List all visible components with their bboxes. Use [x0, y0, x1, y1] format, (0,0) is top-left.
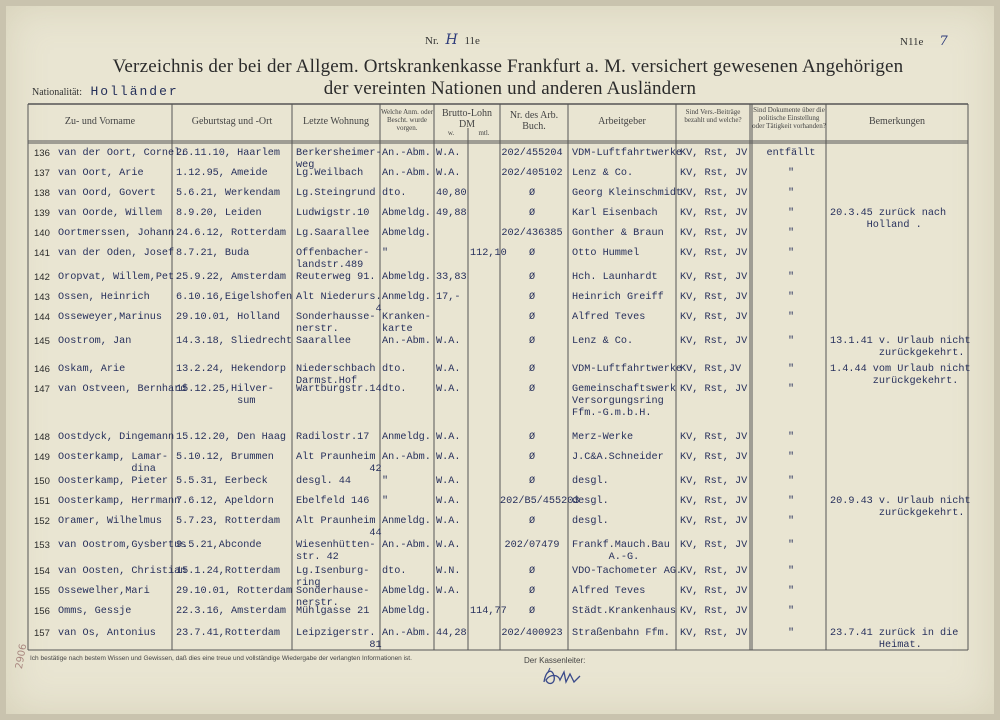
cell-anm: An.-Abm. [382, 336, 431, 347]
cell-wohn: Wiesenhütten- str. 42 [296, 540, 376, 563]
cell-geb: 14.3.18, Sliedrecht [176, 336, 293, 347]
cell-wohn: Lg.Isenburg- ring [296, 566, 370, 589]
cell-vers: KV, Rst, JV [680, 516, 748, 527]
cell-anm: dto. [382, 566, 407, 577]
cell-geb: 29.10.01, Rotterdam [176, 586, 293, 597]
cell-geb: 15.1.24,Rotterdam [176, 566, 280, 577]
cell-geb: 15.12.25,Hilver- sum [176, 384, 274, 407]
cell-arb: desgl. [572, 516, 609, 527]
cell-w: 17,- [436, 292, 461, 303]
cell-nr: 140 [34, 228, 50, 239]
cell-wohn: Lg.Steingrund [296, 188, 376, 199]
cell-nr: 148 [34, 432, 50, 443]
cell-w: W.A. [436, 168, 461, 179]
cell-vers: KV, Rst, JV [680, 336, 748, 347]
cell-buch: Ø [528, 312, 536, 323]
cell-geb: 8.9.20, Leiden [176, 208, 262, 219]
cell-geb: 26.11.10, Haarlem [176, 148, 280, 159]
cell-arb: Gonther & Braun [572, 228, 664, 239]
cell-dok: " [787, 432, 795, 443]
cell-nr: 152 [34, 516, 50, 527]
cell-wohn: Saarallee [296, 336, 352, 347]
cell-name: Oostdyck, Dingemann [58, 432, 175, 443]
column-header: Zu- und Vorname [64, 116, 136, 127]
cell-name: Oramer, Wilhelmus [58, 516, 162, 527]
cell-buch: 202/436385 [501, 228, 563, 239]
cell-arb: Heinrich Greiff [572, 292, 664, 303]
signature [540, 664, 590, 690]
cell-vers: KV, Rst, JV [680, 540, 748, 551]
cell-wohn: Sonderhause- nerstr. [296, 586, 370, 609]
cell-bem: 23.7.41 zurück in die Heimat. [830, 628, 959, 651]
cell-vers: KV, Rst, JV [680, 148, 748, 159]
cell-name: van Os, Antonius [58, 628, 156, 639]
cell-dok: " [787, 228, 795, 239]
cell-dok: " [787, 628, 795, 639]
cell-buch: Ø [528, 208, 536, 219]
cell-dok: " [787, 540, 795, 551]
cell-dok: " [787, 606, 795, 617]
cell-w: W.A. [436, 384, 461, 395]
nr-right-code: 11e [907, 36, 924, 48]
cell-name: van Ostveen, Bernhard [58, 384, 187, 395]
cell-geb: 15.12.20, Den Haag [176, 432, 287, 443]
cell-anm: Abmeldg. [382, 586, 431, 597]
column-header: Arbeitgeber [598, 116, 646, 127]
cell-arb: Hch. Launhardt [572, 272, 658, 283]
cell-dok: " [787, 452, 795, 463]
column-header: Geburtstag und -Ort [191, 116, 273, 127]
cell-nr: 138 [34, 188, 50, 199]
cell-nr: 143 [34, 292, 50, 303]
column-header: Sind Vers.-Beiträge bezahlt und welche? [684, 108, 742, 124]
cell-dok: " [787, 312, 795, 323]
cell-wohn: Reuterweg 91. [296, 272, 376, 283]
cell-name: van Oostrom,Gysbertus [58, 540, 187, 551]
cell-name: Oosterkamp, Herrmann [58, 496, 181, 507]
cell-geb: 25.9.22, Amsterdam [176, 272, 287, 283]
cell-arb: J.C&A.Schneider [572, 452, 664, 463]
cell-buch: Ø [528, 248, 536, 259]
column-header: Welche Anm. oder Bescht. wurde vorgen. [380, 108, 434, 132]
column-header: Nr. des Arb. Buch. [509, 110, 559, 132]
cell-name: Oortmerssen, Johann [58, 228, 175, 239]
cell-vers: KV, Rst, JV [680, 384, 748, 395]
cell-anm: dto. [382, 364, 407, 375]
cell-name: van Oorde, Willem [58, 208, 162, 219]
cell-anm: Anmeldg. [382, 432, 431, 443]
cell-vers: KV, Rst, JV [680, 496, 748, 507]
cell-dok: " [787, 168, 795, 179]
cell-name: Ossewelher,Mari [58, 586, 150, 597]
cell-geb: 22.3.16, Amsterdam [176, 606, 287, 617]
footer-note: Ich bestätige nach bestem Wissen und Gewissen, daß dies eine treue und vollständige Wiedergabe der verlangten Informationen ist. [30, 655, 412, 662]
nationality-label: Nationalität: [32, 87, 82, 98]
cell-anm: Abmeldg. [382, 606, 431, 617]
cell-wohn: Alt Praunheim 42 [296, 452, 382, 475]
cell-dok: entfällt [766, 148, 816, 159]
cell-arb: Frankf.Mauch.Bau A.-G. [572, 540, 670, 563]
cell-vers: KV, Rst, JV [680, 586, 748, 597]
cell-anm: Abmeldg. [382, 208, 431, 219]
cell-buch: Ø [528, 516, 536, 527]
cell-arb: Georg Kleinschmidt [572, 188, 683, 199]
cell-nr: 142 [34, 272, 50, 283]
cell-buch: Ø [528, 384, 536, 395]
cell-buch: 202/405102 [501, 168, 563, 179]
cell-nr: 145 [34, 336, 50, 347]
column-header: Sind Dokumente über die politische Einstellung oder Tätigkeit vorhanden? [752, 106, 826, 130]
cell-dok: " [787, 586, 795, 597]
pencil-note: 2906 [14, 642, 30, 670]
cell-wohn: Offenbacher- landstr.489 [296, 248, 370, 271]
column-header: w. [447, 129, 455, 137]
cell-geb: 5.6.21, Werkendam [176, 188, 280, 199]
cell-buch: Ø [528, 272, 536, 283]
cell-w: W.A. [436, 516, 461, 527]
cell-w: 40,80 [436, 188, 467, 199]
cell-name: Oropvat, Willem,Pet. [58, 272, 181, 283]
cell-wohn: Alt Praunheim 44 [296, 516, 382, 539]
column-header: Letzte Wohnung [303, 116, 369, 127]
cell-geb: 5.5.31, Eerbeck [176, 476, 268, 487]
cell-nr: 144 [34, 312, 50, 323]
cell-anm: Kranken- karte [382, 312, 431, 335]
cell-anm: An.-Abm. [382, 168, 431, 179]
cell-anm: Anmeldg. [382, 292, 431, 303]
cell-vers: KV, Rst, JV [680, 312, 748, 323]
cell-buch: Ø [528, 566, 536, 577]
cell-buch: Ø [528, 336, 536, 347]
cell-arb: Merz-Werke [572, 432, 634, 443]
column-header: Bemerkungen [868, 116, 926, 127]
cell-dok: " [787, 516, 795, 527]
document-title-line2: der vereinten Nationen und anderen Ausländern [323, 78, 697, 99]
cell-bem: 20.9.43 v. Urlaub nicht zurückgekehrt. [830, 496, 971, 519]
cell-w: W.A. [436, 336, 461, 347]
cell-geb: 23.7.41,Rotterdam [176, 628, 280, 639]
cell-anm: " [382, 496, 389, 507]
cell-wohn: Lg.Saarallee [296, 228, 370, 239]
cell-buch: 202/07479 [504, 540, 560, 551]
cell-nr: 141 [34, 248, 50, 259]
cell-arb: Straßenbahn Ffm. [572, 628, 670, 639]
cell-wohn: Radilostr.17 [296, 432, 370, 443]
cell-buch: Ø [528, 452, 536, 463]
cell-nr: 151 [34, 496, 50, 507]
cell-nr: 156 [34, 606, 50, 617]
cell-arb: Lenz & Co. [572, 168, 634, 179]
cell-vers: KV, Rst, JV [680, 452, 748, 463]
cell-wohn: Ludwigstr.10 [296, 208, 370, 219]
cell-vers: KV, Rst, JV [680, 628, 748, 639]
cell-buch: 202/B5/455203 [500, 496, 580, 507]
document-title-line1: Verzeichnis der bei der Allgem. Ortskrankenkasse Frankfurt a. M. versichert gewesenen Angehörigen [112, 56, 904, 77]
cell-geb: 5.7.23, Rotterdam [176, 516, 280, 527]
cell-wohn: Lg.Weilbach [296, 168, 364, 179]
cell-dok: " [787, 384, 795, 395]
cell-anm: Abmeldg. [382, 228, 431, 239]
cell-anm: An.-Abm. [382, 540, 431, 551]
cell-geb: 8.7.21, Buda [176, 248, 250, 259]
cell-nr: 150 [34, 476, 50, 487]
cell-w: W.A. [436, 586, 461, 597]
cell-buch: Ø [528, 188, 536, 199]
cell-buch: Ø [528, 586, 536, 597]
cell-wohn: Berkersheimer- weg [296, 148, 382, 171]
kassenleiter-label: Der Kassenleiter: [524, 656, 586, 665]
nr-code: 11e [464, 35, 480, 47]
cell-vers: KV, Rst, JV [680, 188, 748, 199]
cell-w: W.A. [436, 148, 461, 159]
cell-name: Oskam, Arie [58, 364, 126, 375]
cell-w: W.A. [436, 496, 461, 507]
cell-bem: 1.4.44 vom Urlaub nicht zurückgekehrt. [830, 364, 971, 387]
cell-arb: Städt.Krankenhaus [572, 606, 676, 617]
cell-name: van Oort, Arie [58, 168, 144, 179]
cell-dok: " [787, 364, 795, 375]
cell-wohn: Alt Niederurs. 4 [296, 292, 382, 315]
cell-name: Ossen, Heinrich [58, 292, 150, 303]
cell-name: van der Oden, Josef [58, 248, 175, 259]
cell-bem: 13.1.41 v. Urlaub nicht zurückgekehrt. [830, 336, 971, 359]
cell-name: Oosterkamp, Pieter [58, 476, 169, 487]
cell-arb: VDO-Tachometer AG. [572, 566, 683, 577]
cell-wohn: Niederschbach Darmst.Hof [296, 364, 376, 387]
cell-geb: 6.10.16,Eigelshofen [176, 292, 293, 303]
cell-w: 44,28 [436, 628, 467, 639]
cell-nr: 153 [34, 540, 50, 551]
cell-wohn: Mühlgasse 21 [296, 606, 370, 617]
cell-wohn: Wartburgstr.14 [296, 384, 382, 395]
cell-vers: KV, Rst, JV [680, 208, 748, 219]
cell-anm: An.-Abm. [382, 148, 431, 159]
cell-buch: Ø [528, 432, 536, 443]
cell-dok: " [787, 566, 795, 577]
cell-arb: Alfred Teves [572, 586, 646, 597]
cell-nr: 136 [34, 148, 50, 159]
cell-nr: 147 [34, 384, 50, 395]
cell-arb: Lenz & Co. [572, 336, 634, 347]
column-header: mtl. [478, 129, 490, 137]
cell-w: W.A. [436, 432, 461, 443]
nr-right-hand: 7 [939, 34, 948, 49]
cell-geb: 9.5.21,Abconde [176, 540, 262, 551]
cell-anm: An.-Abm. [382, 628, 431, 639]
cell-dok: " [787, 188, 795, 199]
cell-geb: 29.10.01, Holland [176, 312, 280, 323]
cell-anm: An.-Abm. [382, 452, 431, 463]
cell-dok: " [787, 496, 795, 507]
cell-dok: " [787, 476, 795, 487]
cell-name: van der Oort, Cornel. [58, 148, 187, 159]
cell-nr: 155 [34, 586, 50, 597]
nationality-value: Holländer [90, 84, 179, 99]
cell-geb: 5.10.12, Brummen [176, 452, 274, 463]
cell-nr: 157 [34, 628, 50, 639]
cell-arb: desgl. [572, 496, 609, 507]
cell-anm: Anmeldg. [382, 516, 431, 527]
cell-dok: " [787, 292, 795, 303]
cell-geb: 7.6.12, Apeldorn [176, 496, 274, 507]
cell-anm: Abmeldg. [382, 272, 431, 283]
cell-dok: " [787, 336, 795, 347]
cell-w: W.A. [436, 476, 461, 487]
cell-arb: Karl Eisenbach [572, 208, 658, 219]
cell-name: van Oosten, Christian [58, 566, 187, 577]
cell-buch: 202/400923 [501, 628, 563, 639]
cell-nr: 149 [34, 452, 50, 463]
cell-arb: Alfred Teves [572, 312, 646, 323]
cell-buch: Ø [528, 292, 536, 303]
cell-vers: KV, Rst, JV [680, 606, 748, 617]
cell-vers: KV, Rst, JV [680, 248, 748, 259]
cell-buch: Ø [528, 476, 536, 487]
cell-wohn: desgl. 44 [296, 476, 352, 487]
cell-vers: KV, Rst, JV [680, 292, 748, 303]
cell-anm: dto. [382, 188, 407, 199]
cell-vers: KV, Rst, JV [680, 168, 748, 179]
cell-arb: VDM-Luftfahrtwerke [572, 364, 683, 375]
cell-nr: 146 [34, 364, 50, 375]
cell-anm: " [382, 248, 389, 259]
cell-name: van Oord, Govert [58, 188, 156, 199]
cell-dok: " [787, 272, 795, 283]
cell-buch: Ø [528, 364, 536, 375]
cell-w: 49,88 [436, 208, 467, 219]
cell-nr: 154 [34, 566, 50, 577]
cell-name: Omms, Gessje [58, 606, 132, 617]
cell-w: W.N. [436, 566, 461, 577]
cell-bem: 20.3.45 zurück nach Holland . [830, 208, 947, 231]
nr-hand: H [445, 32, 458, 48]
cell-vers: KV, Rst, JV [680, 476, 748, 487]
cell-vers: KV, Rst, JV [680, 566, 748, 577]
cell-w: W.A. [436, 540, 461, 551]
cell-vers: KV, Rst, JV [680, 228, 748, 239]
cell-name: Oosterkamp, Lamar- dina [58, 452, 169, 475]
cell-w: W.A. [436, 364, 461, 375]
cell-anm: " [382, 476, 389, 487]
cell-wohn: Sonderhausse- nerstr. [296, 312, 376, 335]
cell-wohn: Ebelfeld 146 [296, 496, 370, 507]
cell-vers: KV, Rst, JV [680, 272, 748, 283]
cell-vers: KV, Rst,JV [680, 364, 742, 375]
cell-nr: 137 [34, 168, 50, 179]
cell-name: Oostrom, Jan [58, 336, 132, 347]
cell-arb: VDM-Luftfahrtwerke [572, 148, 683, 159]
cell-nr: 139 [34, 208, 50, 219]
cell-geb: 24.6.12, Rotterdam [176, 228, 287, 239]
cell-w: 33,83 [436, 272, 467, 283]
cell-name: Osseweyer,Marinus [58, 312, 162, 323]
nr-right-prefix: N [900, 36, 908, 48]
cell-mtl: 114,77 [470, 606, 507, 617]
cell-vers: KV, Rst, JV [680, 432, 748, 443]
cell-arb: desgl. [572, 476, 609, 487]
cell-mtl: 112,10 [470, 248, 507, 259]
cell-w: W.A. [436, 452, 461, 463]
cell-arb: Otto Hummel [572, 248, 640, 259]
nr-prefix: Nr. [425, 35, 439, 47]
cell-dok: " [787, 208, 795, 219]
cell-geb: 13.2.24, Hekendorp [176, 364, 287, 375]
cell-anm: dto. [382, 384, 407, 395]
cell-dok: " [787, 248, 795, 259]
cell-geb: 1.12.95, Ameide [176, 168, 268, 179]
cell-buch: 202/455204 [501, 148, 563, 159]
column-header: Brutto-Lohn DM [442, 108, 492, 130]
cell-wohn: Leipzigerstr. 81 [296, 628, 382, 651]
cell-arb: Gemeinschaftswerk Versorgungsring Ffm.-G.m.b.H. [572, 384, 676, 419]
cell-buch: Ø [528, 606, 536, 617]
